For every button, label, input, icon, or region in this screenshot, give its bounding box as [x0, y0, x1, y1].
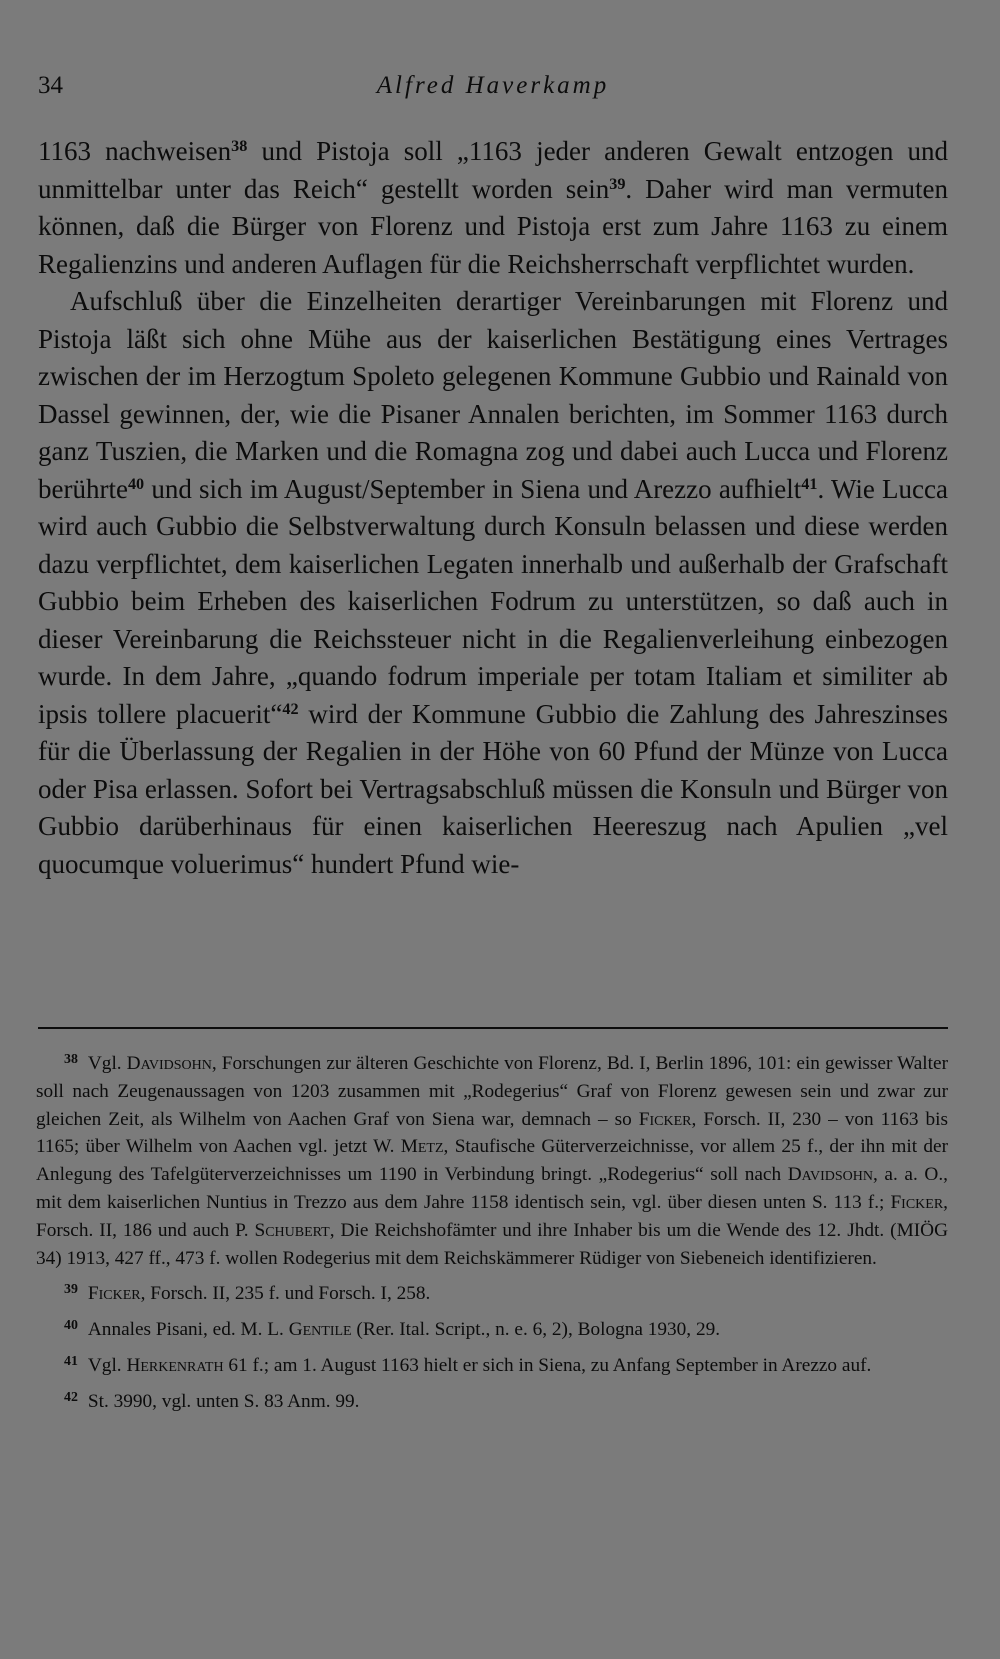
- page-header: [38, 72, 948, 112]
- footnote: [36, 1280, 948, 1308]
- text-run: 1163 nachweisen: [38, 136, 232, 166]
- footnote: [36, 1050, 948, 1272]
- footnote-number: 39: [64, 1282, 78, 1298]
- footnote-number: 42: [64, 1389, 78, 1405]
- footnote-number: 38: [64, 1051, 78, 1067]
- footnote-number: 40: [64, 1317, 78, 1333]
- author-name: Ficker: [890, 1191, 944, 1213]
- footnote-text: St. 3990, vgl. unten S. 83 Anm. 99.: [87, 1390, 360, 1412]
- main-text: [38, 133, 948, 883]
- footnote: [36, 1316, 948, 1344]
- text-run: . Wie Lucca wird auch Gubbio die Selbstverwaltung durch Konsuln belassen und diese werden dazu verpflichtet, dem kaiserlichen Legaten innerhalb und außerhalb der Grafschaft Gubbio beim Erheben des kaiserlichen Fodrum zu unterstützen, so daß auch in dieser Vereinbarung die Reichssteuer nicht in die Regalienverleihung einbezogen wurde. In dem Jahre, „quando fodrum imperiale per totam Italiam et similiter ab ipsis tollere placuerit“: [38, 473, 948, 729]
- author-name: Schubert: [254, 1219, 330, 1241]
- text-run: und Pistoja soll „1163 jeder anderen Gewalt entzogen und unmittelbar unter das Reich“ gestellt worden sein: [38, 136, 949, 204]
- footnote-text: , Forsch. II, 186 und auch P.: [36, 1191, 948, 1241]
- page-number: 34: [38, 72, 63, 99]
- author-name: Herkenrath: [126, 1354, 224, 1376]
- footnote-ref: 41: [801, 474, 818, 493]
- text-run: Aufschluß über die Einzelheiten derartiger Vereinbarungen mit Florenz und Pistoja läßt sich ohne Mühe aus der kaiserlichen Bestätigung eines Vertrages zwischen der im Herzogtum Spoleto gelegenen Kommune Gubbio und Rainald von Dassel gewinnen, der, wie die Pisaner Annalen berichten, im Sommer 1163 durch ganz Tuszien, die Marken und die Romagna zog und dabei auch Lucca und Florenz berührte: [38, 286, 948, 504]
- footnote-text: , Die Reichshofämter und ihre Inhaber bis um die Wende des 12. Jhdt. (MIÖG 34) 1913, 427 ff., 473 f. wollen Rodegerius mit dem Reichskämmerer Rüdiger von Siebeneich identifizieren.: [36, 1219, 948, 1269]
- footnote-text: Vgl.: [87, 1354, 127, 1376]
- footnote-ref: 42: [282, 699, 299, 718]
- footnote-ref: 38: [231, 137, 248, 156]
- running-head: Alfred Haverkamp: [376, 72, 610, 99]
- text-run: und sich im August/September in Siena und Arezzo aufhielt: [144, 473, 802, 504]
- author-name: Gentile: [288, 1319, 352, 1341]
- footnote-text: , Forsch. II, 230 – von 1163 bis 1165; über Wilhelm von Aachen vgl. jetzt W.: [36, 1108, 948, 1158]
- author-name: Metz: [400, 1136, 444, 1158]
- footnote-text: , a. a. O., mit dem kaiserlichen Nuntius in Trezzo aus dem Jahre 1158 identisch sein, vgl. über diesen unten S. 113 f.;: [36, 1164, 949, 1213]
- footnote-text: 61 f.; am 1. August 1163 hielt er sich in Siena, zu Anfang September in Arezzo auf.: [223, 1354, 872, 1376]
- footnote-text: Vgl.: [87, 1053, 127, 1074]
- text-run: . Daher wird man vermuten können, daß die Bürger von Florenz und Pistoja erst zum Jahre 1163 zu einem Regalienzins und anderen Auflagen für die Reichsherrschaft verpflichtet wurden.: [38, 173, 948, 279]
- footnote-number: 41: [64, 1353, 78, 1369]
- paragraph-2: [38, 283, 948, 883]
- author-name: Ficker: [87, 1283, 141, 1305]
- footnote: [36, 1352, 948, 1380]
- footnote-text: (Rer. Ital. Script., n. e. 6, 2), Bologna 1930, 29.: [351, 1319, 721, 1341]
- author-name: Davidsohn: [787, 1164, 873, 1186]
- footnote-text: , Forschungen zur älteren Geschichte von Florenz, Bd. I, Berlin 1896, 101: ein gewisser Walter soll nach Zeugenaussagen von 1203 zusammen mit „Rodegerius“ Graf von Florenz gewesen sein und zwar zur gleichen Zeit, als Wilhelm von Aachen Graf von Siena war, demnach – so: [36, 1053, 948, 1130]
- footnote-text: , Staufische Güterverzeichnisse, vor allem 25 f., der ihn mit der Anlegung des Tafelgüterverzeichnisses um 1190 in Verbindung bringt. „Rodegerius“ soll nach: [36, 1136, 949, 1186]
- text-run: wird der Kommune Gubbio die Zahlung des Jahreszinses für die Überlassung der Regalien in der Höhe von 60 Pfund der Münze von Lucca oder Pisa erlassen. Sofort bei Vertragsabschluß müssen die Konsuln und Bürger von Gubbio darüberhinaus für einen kaiserlichen Heereszug nach Apulien „vel quocumque voluerimus“ hundert Pfund wie-: [38, 698, 948, 879]
- footnote-ref: 39: [609, 174, 626, 193]
- footnote: [36, 1388, 948, 1416]
- author-name: Ficker: [638, 1108, 692, 1130]
- footnote-divider: [38, 1027, 948, 1029]
- author-name: Davidsohn: [126, 1053, 212, 1074]
- footnotes: [36, 1050, 948, 1424]
- footnote-text: , Forsch. II, 235 f. und Forsch. I, 258.: [140, 1283, 431, 1305]
- footnote-ref: 40: [127, 474, 145, 493]
- footnote-text: Annales Pisani, ed. M. L.: [87, 1319, 289, 1341]
- paragraph-1: [38, 133, 948, 283]
